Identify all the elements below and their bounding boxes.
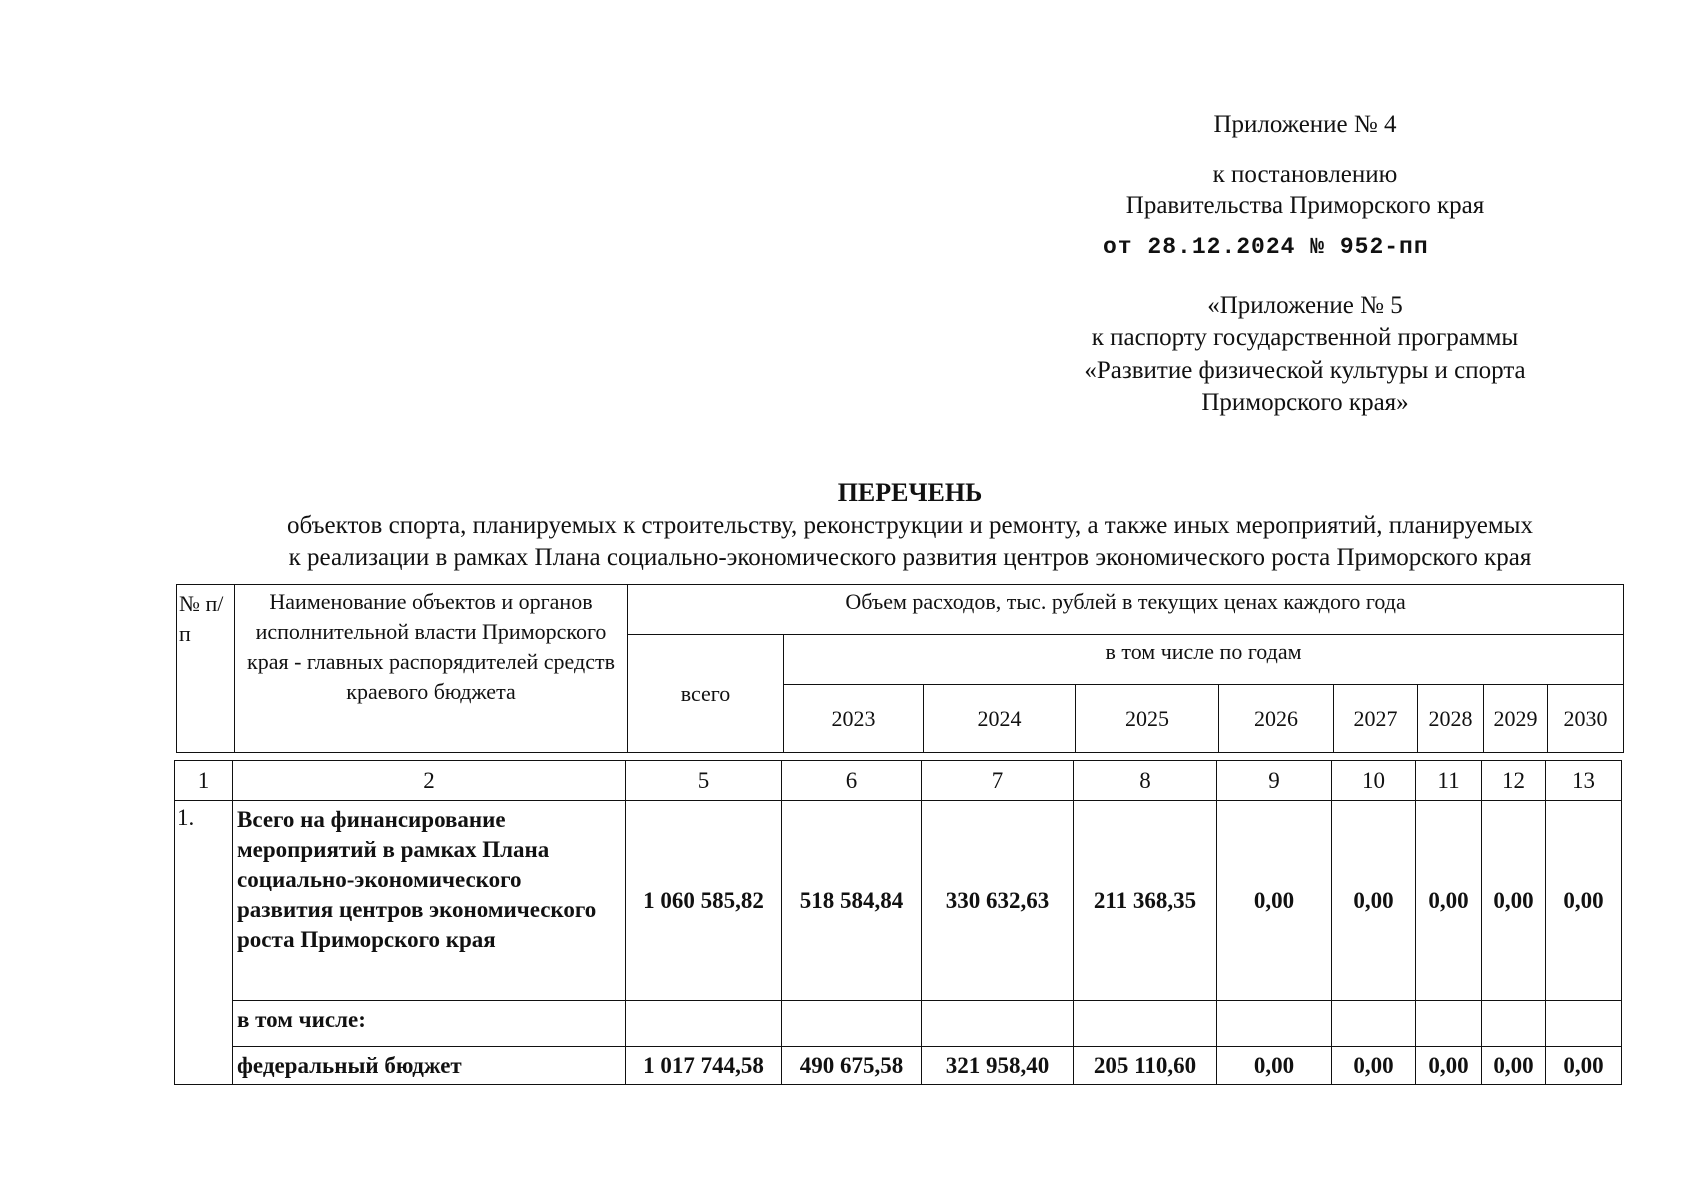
- column-number: 12: [1482, 761, 1546, 801]
- value-cell: 0,00: [1217, 1047, 1332, 1085]
- value-cell: 0,00: [1546, 1047, 1622, 1085]
- document-subtitle-line2: к реализации в рамках Плана социально-экономического развития центров экономического роста Приморского края: [288, 544, 1532, 571]
- table-row: [175, 1001, 1622, 1047]
- column-header-name: Наименование объектов и органов исполнительной власти Приморского края - главных распорядителей средств краевого бюджета: [235, 585, 628, 753]
- table-row: [175, 801, 1622, 1001]
- resolution-date-number: от 28.12.2024 № 952-пп: [1103, 234, 1429, 260]
- year-header: 2024: [924, 685, 1076, 753]
- program-title-line1: «Развитие физической культуры и спорта: [1084, 357, 1526, 384]
- column-number: 11: [1416, 761, 1482, 801]
- value-cell: 0,00: [1416, 801, 1482, 1001]
- value-cell: 0,00: [1332, 1047, 1416, 1085]
- column-number: 10: [1332, 761, 1416, 801]
- value-cell: 1 017 744,58: [626, 1047, 782, 1085]
- column-header-number: № п/п: [177, 585, 235, 753]
- year-header: 2027: [1334, 685, 1418, 753]
- document-title: ПЕРЕЧЕНЬ: [837, 478, 983, 507]
- row-name: Всего на финансирование мероприятий в рамках Плана социально-экономического развития центров экономического роста Приморского края: [233, 801, 626, 1001]
- value-cell: 0,00: [1217, 801, 1332, 1001]
- table-header: [176, 584, 1624, 753]
- year-header: 2030: [1548, 685, 1624, 753]
- table-row: [175, 1047, 1622, 1085]
- year-header: 2023: [784, 685, 924, 753]
- value-cell: 321 958,40: [922, 1047, 1074, 1085]
- row-number: 1.: [175, 801, 233, 1085]
- column-number: 8: [1074, 761, 1217, 801]
- value-cell: 0,00: [1416, 1047, 1482, 1085]
- value-cell: 330 632,63: [922, 801, 1074, 1001]
- value-cell: 0,00: [1482, 1047, 1546, 1085]
- value-cell: 518 584,84: [782, 801, 922, 1001]
- value-cell: 0,00: [1546, 801, 1622, 1001]
- including-label: в том числе:: [233, 1001, 626, 1047]
- column-number: 13: [1546, 761, 1622, 801]
- column-number: 5: [626, 761, 782, 801]
- column-header-expenses: Объем расходов, тыс. рублей в текущих ценах каждого года: [628, 585, 1624, 635]
- column-number: 1: [175, 761, 233, 801]
- column-header-by-years: в том числе по годам: [784, 635, 1624, 685]
- government-label: Правительства Приморского края: [1125, 192, 1485, 219]
- column-number: 2: [233, 761, 626, 801]
- to-passport-label: к паспорту государственной программы: [1091, 324, 1519, 351]
- value-cell: 490 675,58: [782, 1047, 922, 1085]
- year-header: 2025: [1076, 685, 1219, 753]
- federal-budget-label: федеральный бюджет: [233, 1047, 626, 1085]
- column-header-total: всего: [628, 635, 784, 753]
- to-resolution-label: к постановлению: [1212, 161, 1398, 188]
- year-header: 2028: [1418, 685, 1484, 753]
- column-number: 9: [1217, 761, 1332, 801]
- year-header: 2029: [1484, 685, 1548, 753]
- value-cell: 1 060 585,82: [626, 801, 782, 1001]
- column-number: 6: [782, 761, 922, 801]
- year-header: 2026: [1219, 685, 1334, 753]
- appendix-label: Приложение № 4: [1213, 111, 1397, 138]
- value-cell: 211 368,35: [1074, 801, 1217, 1001]
- value-cell: 205 110,60: [1074, 1047, 1217, 1085]
- value-cell: 0,00: [1482, 801, 1546, 1001]
- value-cell: 0,00: [1332, 801, 1416, 1001]
- column-number: 7: [922, 761, 1074, 801]
- document-subtitle-line1: объектов спорта, планируемых к строительству, реконструкции и ремонту, а также иных мероприятий, планируемых: [287, 512, 1533, 539]
- table-body: [174, 760, 1622, 1085]
- program-title-line2: Приморского края»: [1201, 389, 1409, 416]
- appendix-quote-label: «Приложение № 5: [1207, 292, 1403, 319]
